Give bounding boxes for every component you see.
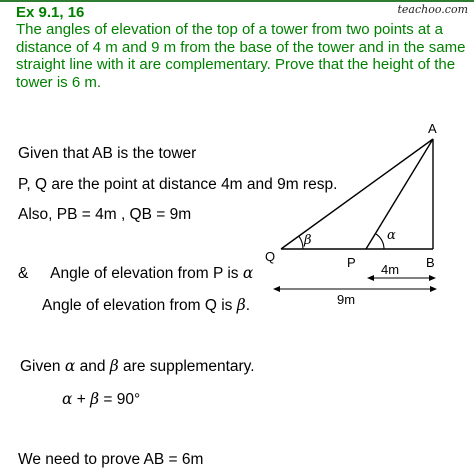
angle-p-text: Angle of elevation from P is [50, 265, 243, 282]
given-distances-text: Also, PB = 4m , QB = 9m [18, 206, 192, 223]
angle-beta-label: β [304, 233, 312, 248]
exercise-label: Ex 9.1, 16 [16, 4, 85, 21]
supplementary-prefix: Given [20, 358, 65, 375]
supplementary-and: and [75, 358, 110, 375]
dim-qb-arrow-right [430, 286, 437, 292]
question-text [16, 21, 466, 91]
plus-sign: + [72, 391, 91, 408]
angle-p-line [18, 264, 253, 283]
brand-logo: teachoo.com [397, 3, 468, 16]
alpha-symbol: α [242, 264, 254, 282]
label-q: Q [265, 249, 276, 264]
question-line: The angles of elevation of the top of a tower from two points at a [16, 21, 443, 38]
beta-symbol: β [90, 390, 100, 408]
beta-symbol: β [109, 357, 119, 375]
dim-pb-arrow-right [429, 275, 436, 281]
ampersand: & [18, 265, 29, 282]
dim-qb-arrow-left [273, 286, 280, 292]
angle-beta-arc [299, 236, 303, 249]
given-points-text: P, Q are the point at distance 4m and 9m resp. [18, 176, 338, 193]
supplementary-suffix: are supplementary. [118, 358, 255, 375]
alpha-symbol: α [62, 390, 73, 408]
tower-diagram [250, 118, 470, 308]
conclusion-text: We need to prove AB = 6m [18, 451, 204, 468]
supplementary-line [20, 357, 255, 376]
question-line: tower is 6 m. [16, 73, 102, 91]
dim-pb-label: 4m [381, 262, 400, 277]
angle-q-line: Angle of elevation from Q is β. [42, 296, 250, 314]
dim-pb-arrow-left [367, 275, 374, 281]
question-line: distance of 4 m and 9 m from the base of the tower and in the same [16, 38, 466, 56]
question-line: straight line with it are complementary. Prove that the height of the [16, 56, 456, 74]
label-p: P [347, 255, 356, 270]
beta-symbol: β [236, 296, 246, 314]
line-pa [366, 139, 433, 249]
dim-qb-label: 9m [337, 292, 356, 307]
angle-q-text: Angle of elevation from Q is [42, 297, 237, 314]
equation-rest: = 90° [99, 391, 141, 408]
header-divider [0, 0, 474, 2]
angle-alpha-label: α [387, 228, 396, 243]
label-b: B [426, 255, 435, 270]
angle-sum-equation [62, 390, 140, 409]
label-a: A [428, 121, 437, 136]
given-tower-text: Given that AB is the tower [18, 145, 197, 162]
angle-alpha-arc [375, 234, 384, 249]
alpha-symbol: α [64, 357, 76, 375]
